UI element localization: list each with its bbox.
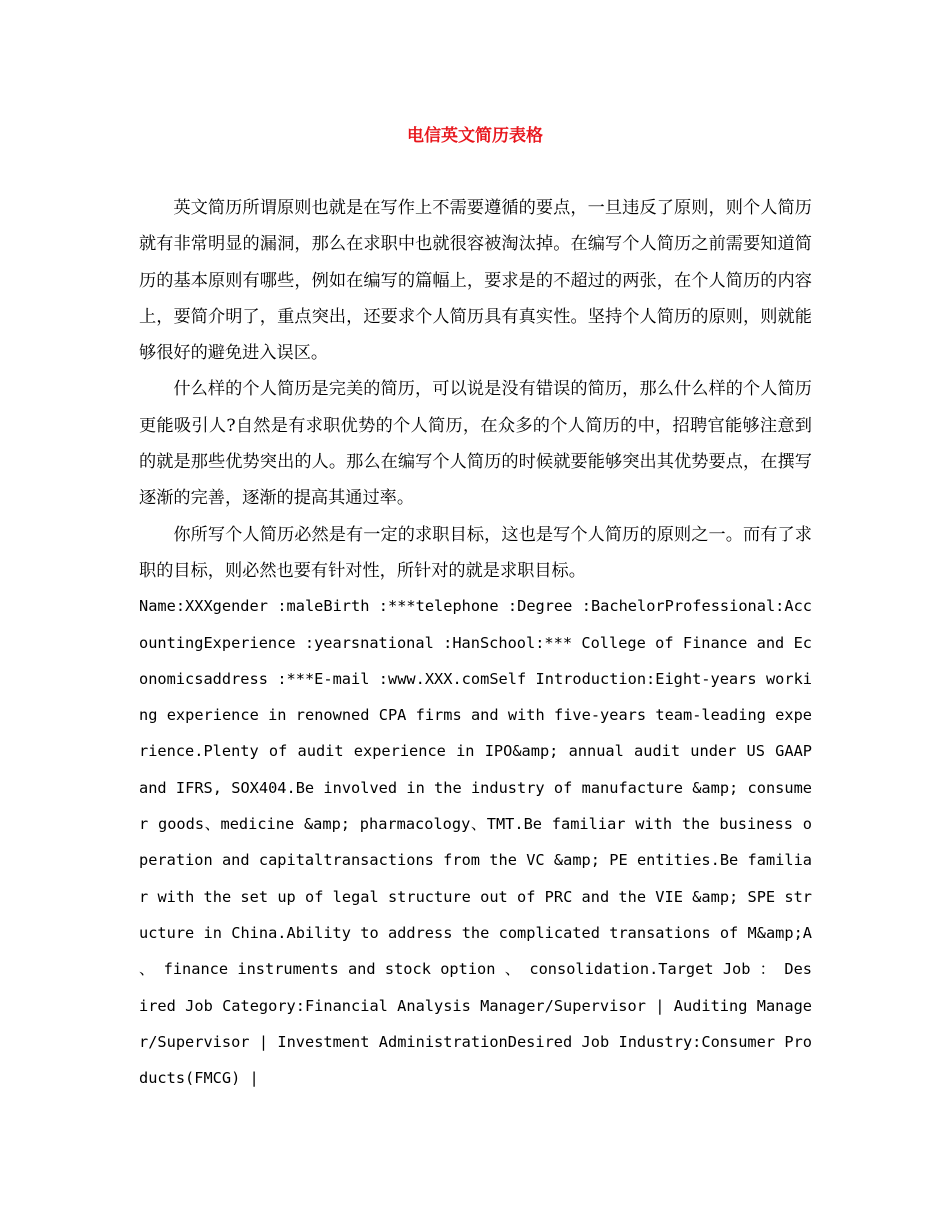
document-title: 电信英文简历表格 [407, 126, 543, 146]
intro-paragraph-2: 什么样的个人简历是完美的简历，可以说是没有错误的简历，那么什么样的个人简历更能吸引人?自然是有求职优势的个人简历，在众多的个人简历的中，招聘官能够注意到的就是那些优势突出的人。那么在编写个人简历的时候就要能够突出其优势要点，在撰写逐渐的完善，逐渐的提高其通过率。 [139, 379, 812, 509]
resume-text-block: Name:XXXgender :maleBirth :***telephone :Degree :BachelorProfessional:AccountingExperience :yearsnational :HanSchool:*** College of Finance and Economicsaddress :***E-mail :www.XXX.comSelf Introduction:Eight-years working experience in renowned CPA firms and with five-years team-leading experience.Plenty of audit experience in IPO&amp; annual audit under US GAAP and IFRS, SOX404.Be involved in the industry of manufacture &amp; consumer goods、medicine &amp; pharmacology、TMT.Be familiar with the business operation and capitaltransactions from the VC &amp; PE entities.Be familiar with the set up of legal structure out of PRC and the VIE &amp; SPE structure in China.Ability to address the complicated transations of M&amp;A 、 finance instruments and stock option 、 consolidation.Target Job ： Desired Job Category:Financial Analysis Manager/Supervisor | Auditing Manager/Supervisor | Investment AdministrationDesired Job Industry:Consumer Products(FMCG) | [139, 597, 812, 1088]
intro-paragraph-3: 你所写个人简历必然是有一定的求职目标，这也是写个人简历的原则之一。而有了求职的目标，则必然也要有针对性，所针对的就是求职目标。 [139, 524, 812, 581]
document-body [139, 190, 812, 1096]
intro-paragraph-1: 英文简历所谓原则也就是在写作上不需要遵循的要点，一旦违反了原则，则个人简历就有非常明显的漏洞，那么在求职中也就很容被淘汰掉。在编写个人简历之前需要知道简历的基本原则有哪些，例如在编写的篇幅上，要求是的不超过的两张，在个人简历的内容上，要简介明了，重点突出，还要求个人简历具有真实性。坚持个人简历的原则，则就能够很好的避免进入误区。 [139, 198, 812, 364]
